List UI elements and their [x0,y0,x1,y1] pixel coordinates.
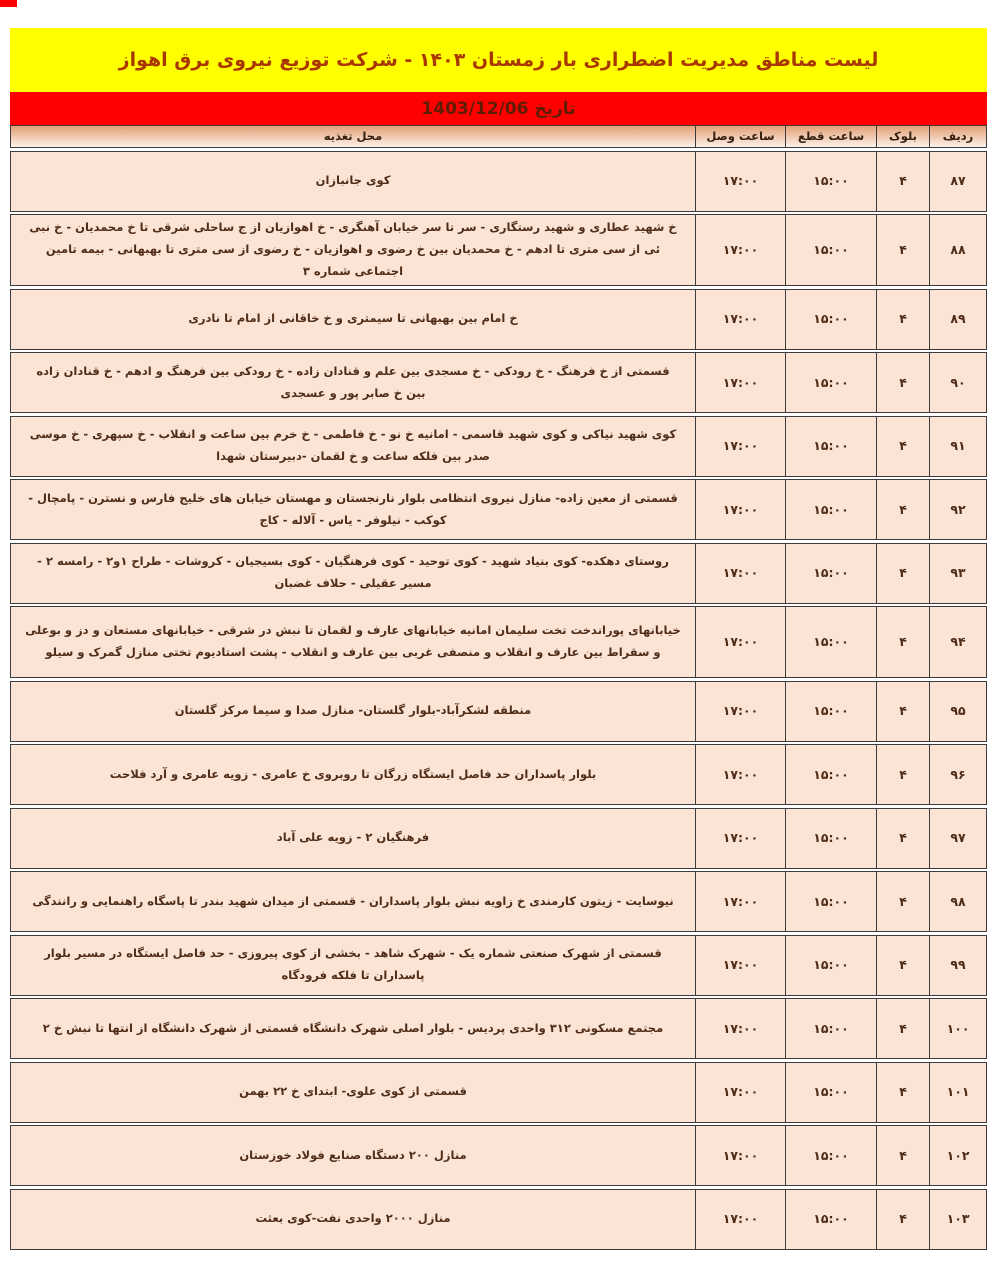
cell-reconnect-time: ۱۷:۰۰ [695,872,785,931]
cell-block: ۴ [876,152,929,211]
table-row [10,998,987,1059]
table-row [10,871,987,932]
cell-reconnect-time: ۱۷:۰۰ [695,290,785,349]
cell-cut-time: ۱۵:۰۰ [785,999,876,1058]
cell-row-number: ۹۷ [929,809,986,868]
cell-block: ۴ [876,353,929,412]
cell-block: ۴ [876,809,929,868]
cell-row-number: ۹۹ [929,936,986,995]
document-title: لیست مناطق مدیریت اضطراری بار زمستان ۱۴۰۳ - شرکت توزیع نیروی برق اهواز [118,49,879,71]
cell-location: بلوار پاسداران حد فاصل ایستگاه زرگان تا روبروی خ عامری - زویه عامری و آرد فلاحت [109,766,597,781]
table-row [10,1125,987,1186]
cell-location: کوی جانبازان [315,173,391,188]
table-row [10,935,987,996]
cell-location: خ امام بین بهبهانی تا سیمتری و خ خاقانی از امام تا نادری [188,311,518,326]
table-row [10,1062,987,1123]
cell-reconnect-time: ۱۷:۰۰ [695,353,785,412]
header-location: محل تغذیه [323,128,383,143]
cell-reconnect-time: ۱۷:۰۰ [695,417,785,476]
cell-block: ۴ [876,745,929,804]
cell-cut-time: ۱۵:۰۰ [785,809,876,868]
cell-block: ۴ [876,417,929,476]
table-row [10,1189,987,1250]
cell-reconnect-time: ۱۷:۰۰ [695,809,785,868]
table-row [10,151,987,212]
cell-row-number: ۱۰۲ [929,1126,986,1185]
cell-block: ۴ [876,1063,929,1122]
header-row-number: ردیف [929,126,986,147]
cell-location: نیوسایت - زیتون کارمندی خ زاویه نبش بلوار پاسداران - قسمتی از میدان شهید بندر تا پاسگاه راهنمایی و رانندگی [32,893,674,908]
cell-location: منازل ۲۰۰۰ واحدی نفت-کوی بعثت [255,1211,451,1226]
cell-reconnect-time: ۱۷:۰۰ [695,1126,785,1185]
cell-reconnect-time: ۱۷:۰۰ [695,544,785,603]
cell-reconnect-time: ۱۷:۰۰ [695,607,785,677]
cell-cut-time: ۱۵:۰۰ [785,1126,876,1185]
cell-block: ۴ [876,999,929,1058]
cell-block: ۴ [876,682,929,741]
cell-location: خیابانهای پوراندخت تخت سلیمان امانیه خیابانهای عارف و لقمان تا نبش در شرقی - خیابانهای مستعان و دز و بوعلی و سقراط بین عارف و انقلاب و منصفی غربی بین عارف و انقلاب - پشت استادیوم تختی منازل گمرک و سیلو [25,623,681,659]
table-row [10,681,987,742]
header-cut-time: ساعت قطع [785,126,876,147]
cell-cut-time: ۱۵:۰۰ [785,152,876,211]
cell-block: ۴ [876,544,929,603]
cell-row-number: ۹۴ [929,607,986,677]
cell-cut-time: ۱۵:۰۰ [785,215,876,285]
table-row [10,214,987,286]
cell-row-number: ۹۸ [929,872,986,931]
cell-cut-time: ۱۵:۰۰ [785,872,876,931]
cell-block: ۴ [876,1126,929,1185]
cell-row-number: ۸۸ [929,215,986,285]
cell-row-number: ۱۰۳ [929,1190,986,1249]
cell-location: کوی شهید نیاکی و کوی شهید قاسمی - امانیه خ نو - خ فاطمی - خ خرم بین ساعت و انقلاب - خ سپهری - خ موسی صدر بین فلکه ساعت و خ لقمان -دبیرستان شهدا [29,427,677,463]
cell-reconnect-time: ۱۷:۰۰ [695,1063,785,1122]
table-row [10,543,987,604]
cell-location: قسمتی از کوی علوی- ابتدای خ ۲۲ بهمن [239,1084,467,1099]
table-header-row [10,125,987,148]
table-row [10,416,987,477]
cell-row-number: ۹۳ [929,544,986,603]
cell-cut-time: ۱۵:۰۰ [785,544,876,603]
date-band [10,92,987,125]
cell-cut-time: ۱۵:۰۰ [785,745,876,804]
cell-location: قسمتی از معین زاده- منازل نیروی انتظامی بلوار نارنجستان و مهستان خیابان های خلیج فارس و نسترن - پامچال - کوکب - نیلوفر - یاس - آلاله - کاج [28,490,678,527]
cell-cut-time: ۱۵:۰۰ [785,353,876,412]
table-row [10,606,987,678]
cell-location: قسمتی از شهرک صنعتی شماره یک - شهرک شاهد - بخشی از کوی پیروزی - حد فاصل ایستگاه در مسیر بلوار پاسداران تا فلکه فرودگاه [44,946,662,982]
cell-row-number: ۱۰۱ [929,1063,986,1122]
cell-location: فرهنگیان ۲ - زویه علی آباد [276,830,430,845]
cell-row-number: ۹۶ [929,745,986,804]
cell-row-number: ۹۱ [929,417,986,476]
cell-location: قسمتی از خ فرهنگ - خ رودکی - خ مسجدی بین علم و قنادان زاده - خ رودکی بین فرهنگ و ادهم - خ قنادان زاده بین خ صابر پور و عسجدی [36,363,670,400]
cell-cut-time: ۱۵:۰۰ [785,936,876,995]
cell-row-number: ۱۰۰ [929,999,986,1058]
header-block: بلوک [876,126,929,147]
cell-reconnect-time: ۱۷:۰۰ [695,682,785,741]
cell-cut-time: ۱۵:۰۰ [785,1190,876,1249]
cell-reconnect-time: ۱۷:۰۰ [695,1190,785,1249]
cell-block: ۴ [876,215,929,285]
cell-location: منازل ۲۰۰ دستگاه صنایع فولاد خوزستان [239,1147,467,1162]
outage-schedule-document [10,28,987,1250]
cell-block: ۴ [876,936,929,995]
cell-reconnect-time: ۱۷:۰۰ [695,215,785,285]
cell-reconnect-time: ۱۷:۰۰ [695,999,785,1058]
cell-row-number: ۹۰ [929,353,986,412]
header-reconnect-time: ساعت وصل [695,126,785,147]
cell-reconnect-time: ۱۷:۰۰ [695,745,785,804]
cell-cut-time: ۱۵:۰۰ [785,290,876,349]
cell-location: خ شهید عطاری و شهید رستگاری - سر تا سر خیابان آهنگری - خ اهوازیان از ج ساحلی شرقی تا خ محمدیان - خ نبی ئی از سی متری تا ادهم - خ محمدیان بین خ رضوی و اهوازیان - خ رضوی از سی متری تا بهبهانی - بیمه تامین اجتماعی شماره ۳ [29,220,677,278]
cell-location: مجتمع مسکونی ۳۱۲ واحدی پردیس - بلوار اصلی شهرک دانشگاه قسمتی از شهرک دانشگاه از انتها تا نبش خ ۲ [42,1020,664,1035]
title-band [10,28,987,92]
cell-reconnect-time: ۱۷:۰۰ [695,936,785,995]
table-row [10,744,987,805]
cell-block: ۴ [876,290,929,349]
cell-reconnect-time: ۱۷:۰۰ [695,480,785,539]
cell-cut-time: ۱۵:۰۰ [785,480,876,539]
table-row [10,352,987,413]
cell-block: ۴ [876,480,929,539]
cell-block: ۴ [876,1190,929,1249]
table-row [10,808,987,869]
cell-location: منطقه لشکرآباد-بلوار گلستان- منازل صدا و سیما مرکز گلستان [174,703,532,718]
cell-block: ۴ [876,872,929,931]
cell-row-number: ۹۲ [929,480,986,539]
table-row [10,289,987,350]
table-body [10,151,987,1250]
cell-row-number: ۹۵ [929,682,986,741]
cell-cut-time: ۱۵:۰۰ [785,1063,876,1122]
cell-cut-time: ۱۵:۰۰ [785,417,876,476]
cell-block: ۴ [876,607,929,677]
cell-row-number: ۸۷ [929,152,986,211]
table-row [10,479,987,540]
cell-location: روستای دهکده- کوی بنیاد شهید - کوی توحید - کوی فرهنگیان - کوی بسیجیان - کروشات - طراح ۱و۲ - رامسه ۲ - مسیر عقیلی - حلاف غضبان [37,554,669,590]
corner-red-mark [0,0,17,7]
cell-cut-time: ۱۵:۰۰ [785,682,876,741]
outage-table [10,125,987,1250]
cell-cut-time: ۱۵:۰۰ [785,607,876,677]
cell-reconnect-time: ۱۷:۰۰ [695,152,785,211]
cell-row-number: ۸۹ [929,290,986,349]
date-label: تاریخ 1403/12/06 [421,98,576,119]
